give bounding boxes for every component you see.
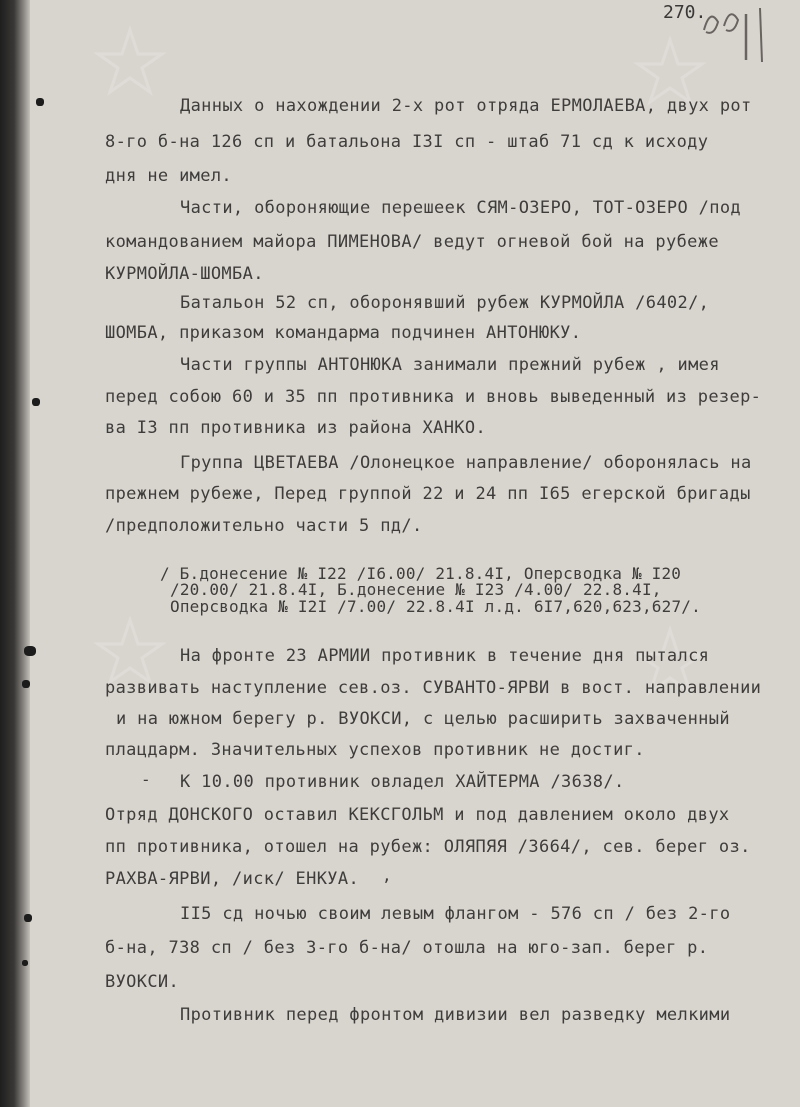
text-line: Группа ЦВЕТАЕВА /Олонецкое направление/ оборонялась на <box>180 453 752 473</box>
punch-hole <box>22 960 28 966</box>
punch-hole <box>32 398 40 406</box>
text-line: дня не имел. <box>105 166 233 186</box>
text-line: Данных о нахождении 2-х рот отряда ЕРМОЛАЕВА, двух рот <box>180 96 752 116</box>
text-line: РАХВА-ЯРВИ, /иск/ ЕНКУА. <box>105 869 360 889</box>
text-line: К 10.00 противник овладел ХАЙТЕРМА /3638/. <box>180 772 625 792</box>
text-line: пп противника, отошел на рубеж: ОЛЯПЯЯ /3664/, сев. берег оз. <box>105 837 751 857</box>
text-line: командованием майора ПИМЕНОВА/ ведут огневой бой на рубеже <box>105 232 719 252</box>
text-line: ва I3 пп противника из района ХАНКО. <box>105 418 487 438</box>
text-line: Батальон 52 сп, оборонявший рубеж КУРМОЙЛА /6402/, <box>180 293 710 313</box>
punch-hole <box>24 914 32 922</box>
punch-hole <box>36 98 44 106</box>
text-line: ВУОКСИ. <box>105 972 180 992</box>
page-number: 270. <box>663 2 707 23</box>
text-line: КУРМОЙЛА-ШОМБА. <box>105 264 264 284</box>
dash-mark: - <box>141 770 151 789</box>
punch-hole <box>22 680 30 688</box>
punch-hole <box>24 646 36 656</box>
comma-mark: , <box>382 866 392 885</box>
text-line: Части группы АНТОНЮКА занимали прежний рубеж , имея <box>180 355 720 375</box>
binding-edge <box>0 0 30 1107</box>
text-line: и на южном берегу р. ВУОКСИ, с целью расширить захваченный <box>116 709 730 729</box>
text-line: /предположительно части 5 пд/. <box>105 516 423 536</box>
text-line: ШОМБА, приказом командарма подчинен АНТОНЮКУ. <box>105 323 582 343</box>
reference-line: / Б.донесение № I22 /I6.00/ 21.8.4I, Оперсводка № I20 <box>160 564 682 583</box>
text-line: Отряд ДОНСКОГО оставил КЕКСГОЛЬМ и под давлением около двух <box>105 805 730 825</box>
text-line: II5 сд ночью своим левым флангом - 576 сп / без 2-го <box>180 904 731 924</box>
reference-line: Оперсводка № I2I /7.00/ 22.8.4I л.д. 6I7,620,623,627/. <box>170 597 701 616</box>
text-line: Части, обороняющие перешеек СЯМ-ОЗЕРО, ТОТ-ОЗЕРО /под <box>180 198 741 218</box>
text-line: 8-го б-на 126 сп и батальона I3I сп - штаб 71 сд к исходу <box>105 132 709 152</box>
text-line: плацдарм. Значительных успехов противник не достиг. <box>105 740 645 760</box>
text-line: Противник перед фронтом дивизии вел разведку мелкими <box>180 1005 731 1025</box>
text-line: б-на, 738 сп / без 3-го б-на/ отошла на юго-зап. берег р. <box>105 938 709 958</box>
text-line: перед собою 60 и 35 пп противника и вновь выведенный из резер- <box>105 387 762 407</box>
text-line: прежнем рубеже, Перед группой 22 и 24 пп I65 егерской бригады <box>105 484 751 504</box>
document-page <box>30 0 800 1107</box>
text-line: На фронте 23 АРМИИ противник в течение дня пытался <box>180 646 710 666</box>
archive-mark-icon <box>698 0 788 70</box>
reference-line: /20.00/ 21.8.4I, Б.донесение № I23 /4.00/ 22.8.4I, <box>170 580 662 599</box>
text-line: развивать наступление сев.оз. СУВАНТО-ЯРВИ в вост. направлении <box>105 678 762 698</box>
